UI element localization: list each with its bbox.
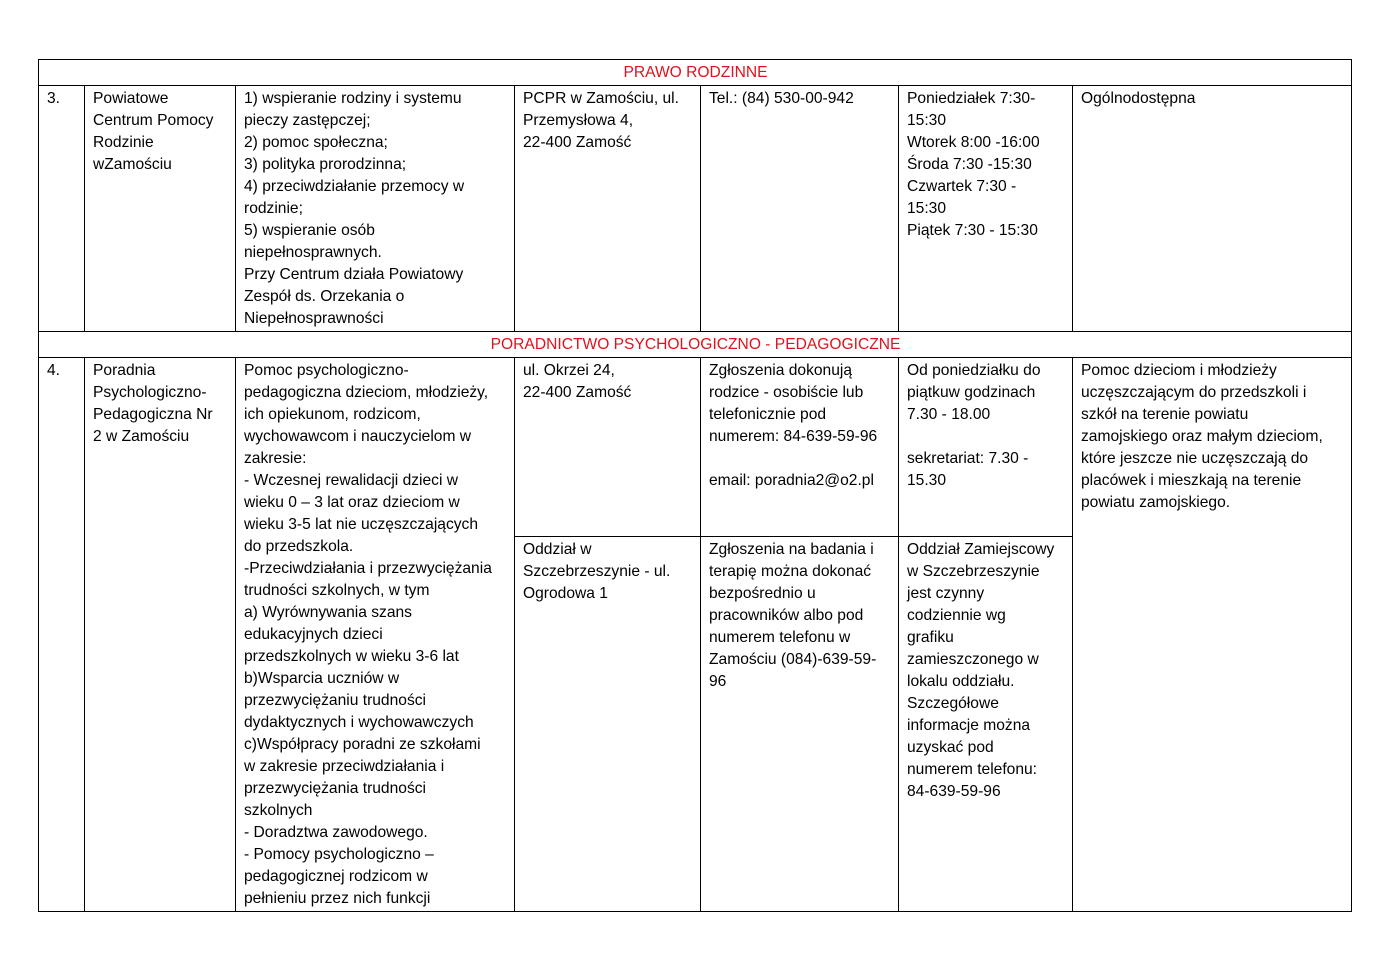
text-line: numerem telefonu: <box>907 760 1038 778</box>
text-line: wychowawcom i nauczycielom w <box>244 428 472 445</box>
text-line: Pomoc dzieciom i młodzieży <box>1081 362 1277 379</box>
text-line: Powiatowe <box>93 90 169 107</box>
table-row <box>39 358 1352 537</box>
text-line: 4) przeciwdziałanie przemocy w <box>244 178 465 195</box>
text-line: numerem: 84-639-59-96 <box>709 428 878 445</box>
text-line: Od poniedziałku do <box>907 362 1041 379</box>
text-line: 7.30 - 18.00 <box>907 406 991 423</box>
branch-contact-cell <box>701 536 899 911</box>
section-title-family-law: PRAWO RODZINNE <box>39 60 1352 86</box>
institution-name <box>85 86 236 332</box>
text-line: b)Wsparcia uczniów w <box>244 670 400 687</box>
opening-hours-cell <box>899 358 1073 537</box>
text-line: ul. Okrzei 24, <box>523 362 615 379</box>
text-line: c)Współpracy poradni ze szkołami <box>244 736 481 753</box>
text-line: Przemysłowa 4, <box>523 112 634 129</box>
text-line: lokalu oddziału. <box>907 672 1015 690</box>
opening-hours-cell <box>899 86 1073 332</box>
text-line: Niepełnosprawności <box>244 310 384 327</box>
address-cell <box>515 358 701 537</box>
text-line: przezwyciężania trudności <box>244 780 427 797</box>
text-line: Oddział Zamiejscowy <box>907 540 1055 558</box>
text-line: powiatu zamojskiego. <box>1081 494 1231 511</box>
email-text: email: poradnia2@o2.pl <box>709 472 874 489</box>
text-line: piątkuw godzinach <box>907 384 1036 401</box>
text-line: Tel.: (84) 530-00-942 <box>709 90 854 107</box>
text-line: pedagogiczna dzieciom, młodzieży, <box>244 384 489 401</box>
text-line: -Przeciwdziałania i przezwyciężania <box>244 560 492 577</box>
accessibility-cell <box>1073 358 1352 912</box>
text-line: Piątek 7:30 - 15:30 <box>907 222 1038 239</box>
text-line: numerem telefonu w <box>709 628 851 646</box>
text-line: Zgłoszenia dokonują <box>709 362 853 379</box>
text-line: 1) wspieranie rodziny i systemu <box>244 90 462 107</box>
text-line: bezpośrednio u <box>709 584 816 602</box>
branch-hours-cell <box>899 536 1073 911</box>
text-line: pieczy zastępczej; <box>244 112 371 129</box>
text-line: trudności szkolnych, w tym <box>244 582 430 599</box>
secretariat-hours <box>907 448 1065 492</box>
text-line: a) Wyrównywania szans <box>244 604 412 621</box>
address-cell <box>515 86 701 332</box>
contact-cell <box>701 358 899 537</box>
contact-cell <box>701 86 899 332</box>
text-line: Poniedziałek 7:30- <box>907 90 1036 107</box>
text-line: wieku 3-5 lat nie uczęszczających <box>244 516 479 533</box>
text-line: rodzinie; <box>244 200 303 217</box>
text-line: Poradnia <box>93 362 156 379</box>
text-line: Zespół ds. Orzekania o <box>244 288 405 305</box>
text-line: 96 <box>709 672 727 690</box>
text-line: wieku 0 – 3 lat oraz dzieciom w <box>244 494 460 511</box>
text-line: Rodzinie <box>93 134 154 151</box>
text-line: przedszkolnych w wieku 3-6 lat <box>244 648 459 665</box>
text-line: - Wczesnej rewalidacji dzieci w <box>244 472 459 489</box>
text-line: 15:30 <box>907 112 947 129</box>
services-table <box>38 59 1352 912</box>
text-line: w Szczebrzeszynie <box>907 562 1040 580</box>
text-line: informacje można <box>907 716 1031 734</box>
text-line: telefonicznie pod <box>709 406 827 423</box>
text-line: Przy Centrum działa Powiatowy <box>244 266 464 283</box>
text-line: ich opiekunom, rodzicom, <box>244 406 421 423</box>
contact-text <box>709 360 891 448</box>
text-line: Ogrodowa 1 <box>523 584 608 602</box>
scope-description <box>236 358 515 912</box>
text-line: zamieszczonego w <box>907 650 1039 668</box>
text-line: Zamościu (084)-639-59- <box>709 650 877 668</box>
text-line: pełnieniu przez nich funkcji <box>244 890 431 907</box>
text-line: codziennie wg <box>907 606 1006 624</box>
table-row <box>39 86 1352 332</box>
text-line: grafiku <box>907 628 954 646</box>
text-line: Ogólnodostępna <box>1081 90 1196 107</box>
text-line: zakresie: <box>244 450 307 467</box>
text-line: 3) polityka prorodzinna; <box>244 156 407 173</box>
text-line: terapię można dokonać <box>709 562 872 580</box>
text-line: 5) wspieranie osób <box>244 222 375 239</box>
hours-text <box>907 360 1065 426</box>
text-line: - Pomocy psychologiczno – <box>244 846 434 863</box>
text-line: wZamościu <box>93 156 172 173</box>
text-line: pracowników albo pod <box>709 606 864 624</box>
text-line: szkół na terenie powiatu <box>1081 406 1249 423</box>
text-line: Oddział w <box>523 540 592 558</box>
text-line: Wtorek 8:00 -16:00 <box>907 134 1040 151</box>
section-title-psych: PORADNICTWO PSYCHOLOGICZNO - PEDAGOGICZNE <box>39 332 1352 358</box>
accessibility-cell <box>1073 86 1352 332</box>
row-number: 4. <box>39 358 85 912</box>
text-line: w zakresie przeciwdziałania i <box>244 758 445 775</box>
text-line: Pedagogiczna Nr <box>93 406 213 423</box>
text-line: Szczebrzeszynie - ul. <box>523 562 671 580</box>
text-line: Centrum Pomocy <box>93 112 214 129</box>
text-line: Zgłoszenia na badania i <box>709 540 874 558</box>
text-line: Pomoc psychologiczno- <box>244 362 409 379</box>
text-line: uzyskać pod <box>907 738 994 756</box>
text-line: - Doradztwa zawodowego. <box>244 824 428 841</box>
text-line: sekretariat: 7.30 - <box>907 450 1029 467</box>
text-line: 15.30 <box>907 472 947 489</box>
text-line: uczęszczającym do przedszkoli i <box>1081 384 1307 401</box>
section-header-row <box>39 332 1352 358</box>
text-line: 84-639-59-96 <box>907 782 1001 800</box>
text-line: Szczegółowe <box>907 694 999 712</box>
text-line: 2 w Zamościu <box>93 428 190 445</box>
section-header-row <box>39 60 1352 86</box>
text-line: Środa 7:30 -15:30 <box>907 156 1032 173</box>
institution-name <box>85 358 236 912</box>
text-line: niepełnosprawnych. <box>244 244 382 261</box>
text-line: do przedszkola. <box>244 538 354 555</box>
text-line: przezwyciężaniu trudności <box>244 692 427 709</box>
text-line: 22-400 Zamość <box>523 134 632 151</box>
text-line: Czwartek 7:30 - <box>907 178 1017 195</box>
text-line: które jeszcze nie uczęszczają do <box>1081 450 1309 467</box>
text-line: rodzice - osobiście lub <box>709 384 864 401</box>
branch-address-cell <box>515 536 701 911</box>
scope-description <box>236 86 515 332</box>
text-line: 2) pomoc społeczna; <box>244 134 388 151</box>
text-line: 15:30 <box>907 200 947 217</box>
text-line: zamojskiego oraz małym dzieciom, <box>1081 428 1323 445</box>
text-line: szkolnych <box>244 802 313 819</box>
text-line: edukacyjnych dzieci <box>244 626 383 643</box>
text-line: dydaktycznych i wychowawczych <box>244 714 474 731</box>
text-line: jest czynny <box>907 584 985 602</box>
text-line: PCPR w Zamościu, ul. <box>523 90 679 107</box>
text-line: Psychologiczno- <box>93 384 207 401</box>
text-line: placówek i mieszkają na terenie <box>1081 472 1302 489</box>
row-number: 3. <box>39 86 85 332</box>
text-line: pedagogicznej rodzicom w <box>244 868 428 885</box>
text-line: 22-400 Zamość <box>523 384 632 401</box>
